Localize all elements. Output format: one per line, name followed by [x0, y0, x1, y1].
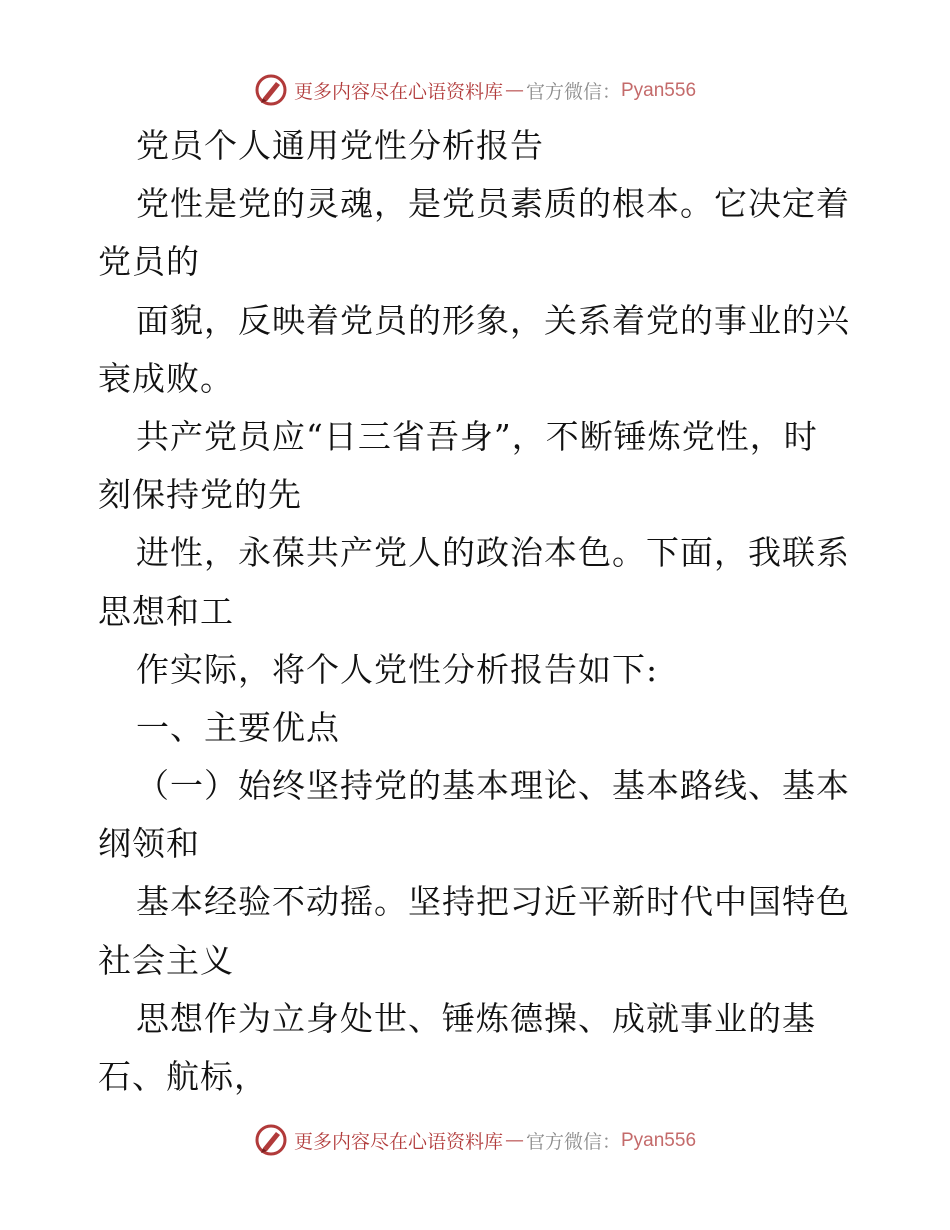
document-line: 进性，永葆共产党人的政治本色。下面，我联系 [136, 533, 850, 573]
document-line: 基本经验不动摇。坚持把习近平新时代中国特色 [136, 882, 850, 922]
banner-contact-label: 官方微信： [525, 1130, 621, 1153]
banner-contact-id: Pyan556 [621, 79, 697, 101]
document-line: 面貌，反映着党员的形象，关系着党的事业的兴 [136, 300, 850, 340]
document-line: 党员个人通用党性分析报告 [136, 126, 544, 165]
document-body [98, 117, 858, 1106]
pen-circle-logo-icon [254, 1123, 288, 1157]
banner-main-text: 更多内容尽在心语资料库 [293, 1130, 503, 1153]
banner-separator: — [504, 1129, 524, 1151]
document-line: 社会主义 [98, 940, 234, 980]
pen-circle-logo-icon [254, 73, 288, 107]
document-line: 刻保持党的先 [98, 475, 302, 515]
header-watermark-banner [0, 70, 950, 110]
document-line: 石、航标， [98, 1057, 268, 1096]
document-line: 党性是党的灵魂，是党员素质的根本。它决定着 [136, 184, 850, 224]
document-line: 纲领和 [98, 824, 200, 864]
banner-contact-id: Pyan556 [621, 1129, 697, 1151]
document-line: 一、主要优点 [136, 707, 340, 747]
banner-main-text: 更多内容尽在心语资料库 [293, 80, 503, 103]
banner-contact-id-wrap [621, 1129, 696, 1152]
document-line: 思想和工 [98, 591, 234, 631]
document-line: （一）始终坚持党的基本理论、基本路线、基本 [136, 766, 850, 806]
document-line: 共产党员应“日三省吾身”，不断锤炼党性，时 [136, 416, 818, 456]
banner-contact-id-wrap [621, 79, 696, 102]
document-line: 党员的 [98, 242, 200, 282]
document-line: 思想作为立身处世、锤炼德操、成就事业的基 [136, 998, 816, 1038]
banner-separator: — [504, 79, 524, 101]
document-line: 衰成败。 [98, 358, 234, 398]
document-line: 作实际，将个人党性分析报告如下: [136, 649, 659, 689]
banner-contact-label: 官方微信： [525, 80, 621, 103]
footer-watermark-banner [0, 1120, 950, 1160]
